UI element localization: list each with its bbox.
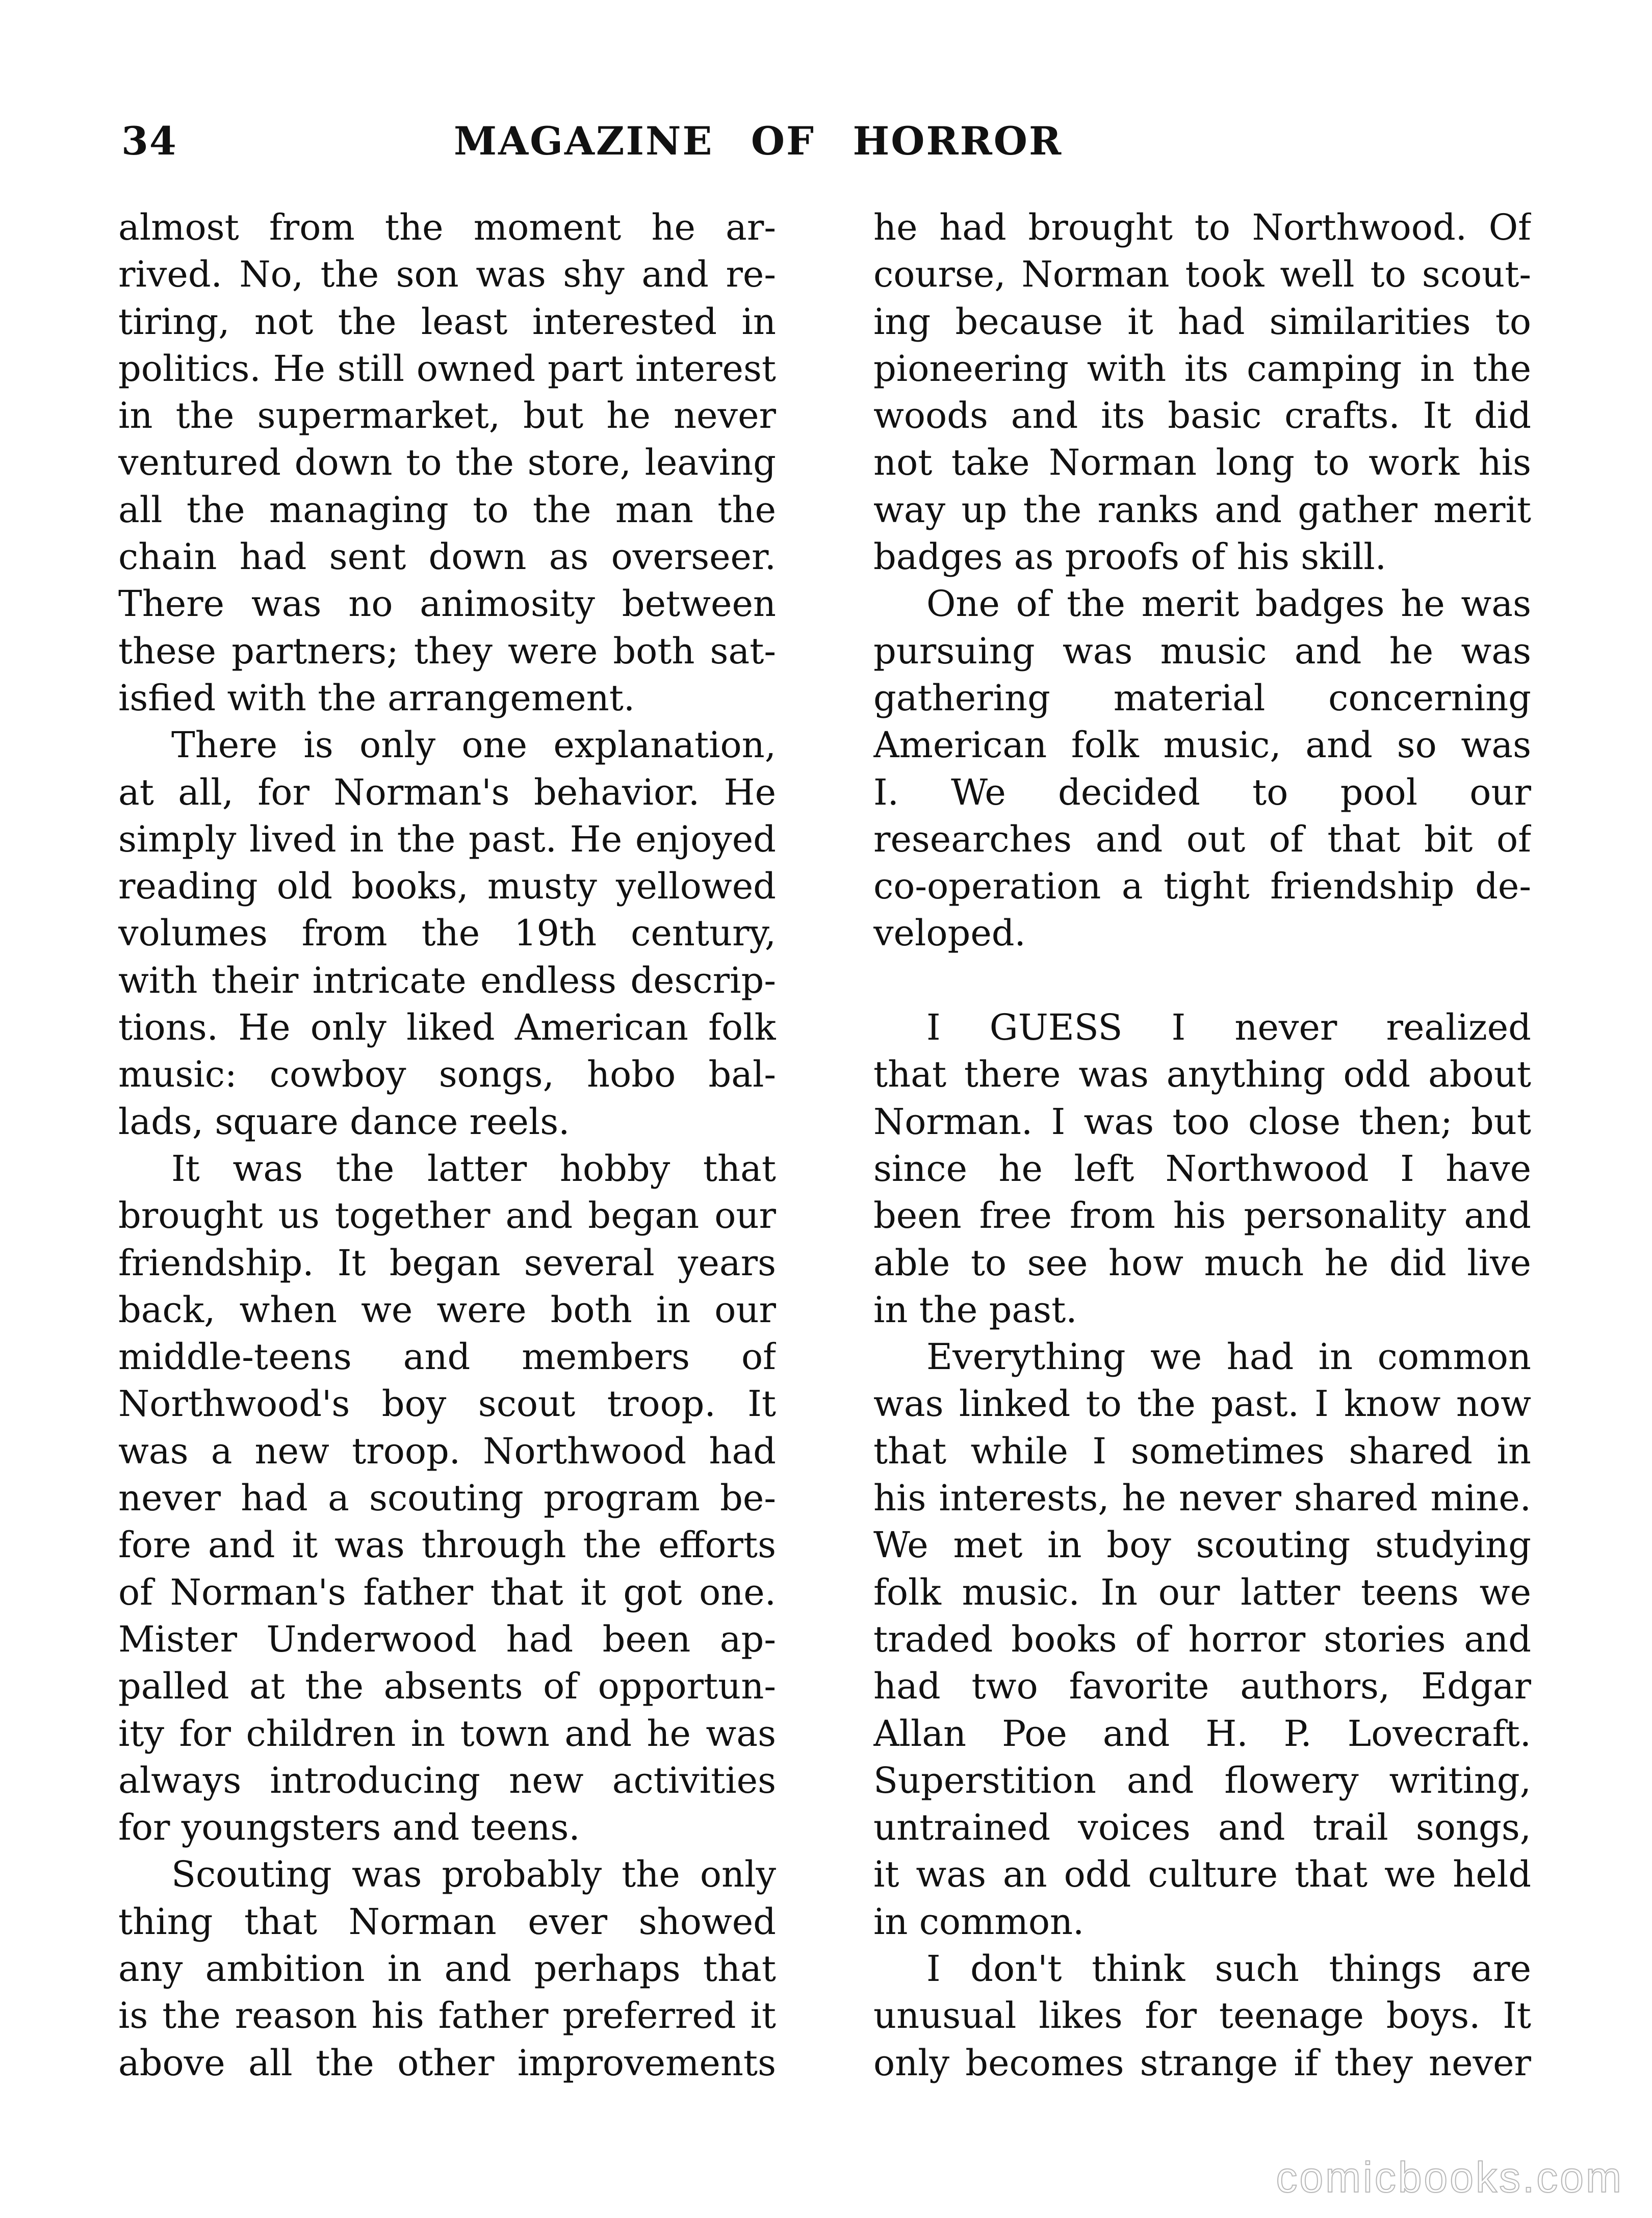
text-line: fore and it was through the efforts bbox=[118, 1524, 776, 1566]
text-line: reading old books, musty yellowed bbox=[118, 865, 776, 908]
page-number: 34 bbox=[121, 118, 177, 164]
text-line: back, when we were both in our bbox=[118, 1288, 776, 1331]
text-line: untrained voices and trail songs, bbox=[873, 1807, 1531, 1849]
text-line: chain had sent down as overseer. bbox=[118, 536, 776, 578]
text-line: all the managing to the man the bbox=[118, 488, 776, 531]
text-line: always introducing new activities bbox=[118, 1759, 776, 1801]
text-line: It was the latter hobby that bbox=[171, 1147, 776, 1190]
text-line: ity for children in town and he was bbox=[118, 1712, 776, 1755]
text-line: veloped. bbox=[873, 912, 1026, 955]
text-line: been free from his personality and bbox=[873, 1195, 1531, 1237]
text-line: I GUESS I never realized bbox=[926, 1007, 1531, 1049]
text-line: these partners; they were both sat- bbox=[118, 630, 776, 672]
text-line: tions. He only liked American folk bbox=[118, 1007, 776, 1049]
text-line: with their intricate endless descrip- bbox=[118, 959, 776, 1001]
text-line: any ambition in and perhaps that bbox=[118, 1947, 776, 1990]
text-line: politics. He still owned part interest bbox=[118, 347, 776, 390]
text-line: There was no animosity between bbox=[118, 583, 776, 625]
text-line: lads, square dance reels. bbox=[118, 1100, 570, 1143]
text-line: There is only one explanation, bbox=[171, 724, 776, 766]
text-line: ing because it had similarities to bbox=[873, 300, 1531, 343]
text-line: ventured down to the store, leaving bbox=[118, 442, 776, 484]
text-line: isfied with the arrangement. bbox=[118, 677, 635, 719]
text-line: never had a scouting program be- bbox=[118, 1477, 776, 1519]
page-header bbox=[0, 118, 1652, 174]
text-line: volumes from the 19th century, bbox=[118, 912, 776, 955]
text-line: co-operation a tight friendship de- bbox=[873, 865, 1531, 908]
text-line: is the reason his father preferred it bbox=[118, 1995, 776, 2037]
text-line: that there was anything odd about bbox=[873, 1053, 1531, 1096]
text-line: in the supermarket, but he never bbox=[118, 395, 776, 437]
text-line: Everything we had in common bbox=[926, 1336, 1531, 1378]
text-line: brought us together and began our bbox=[118, 1195, 776, 1237]
left-column bbox=[118, 204, 776, 2086]
running-title: MAGAZINE OF HORROR bbox=[454, 118, 1063, 164]
text-line: Northwood's boy scout troop. It bbox=[118, 1383, 776, 1425]
text-line: friendship. It began several years bbox=[118, 1242, 776, 1284]
text-line: thing that Norman ever showed bbox=[118, 1900, 776, 1943]
text-line: that while I sometimes shared in bbox=[873, 1430, 1531, 1472]
text-line: unusual likes for teenage boys. It bbox=[873, 1995, 1531, 2037]
text-line: Mister Underwood had been ap- bbox=[118, 1618, 776, 1660]
text-line: was linked to the past. I know now bbox=[873, 1383, 1531, 1425]
text-line: of Norman's father that it got one. bbox=[118, 1571, 776, 1613]
text-line: above all the other improvements bbox=[118, 2042, 776, 2084]
text-line: woods and its basic crafts. It did bbox=[873, 395, 1531, 437]
text-line: at all, for Norman's behavior. He bbox=[118, 771, 776, 813]
text-line: way up the ranks and gather merit bbox=[873, 488, 1531, 531]
text-line: his interests, he never shared mine. bbox=[873, 1477, 1531, 1519]
text-line: middle-teens and members of bbox=[118, 1336, 776, 1378]
text-line: course, Norman took well to scout- bbox=[873, 253, 1531, 296]
text-line: gathering material concerning bbox=[873, 677, 1531, 719]
text-line: was a new troop. Northwood had bbox=[118, 1430, 776, 1472]
text-line: had two favorite authors, Edgar bbox=[873, 1665, 1531, 1708]
text-line: Superstition and flowery writing, bbox=[873, 1759, 1531, 1801]
text-line: he had brought to Northwood. Of bbox=[873, 207, 1531, 248]
text-line: since he left Northwood I have bbox=[873, 1147, 1531, 1190]
text-line: able to see how much he did live bbox=[873, 1242, 1531, 1284]
text-line: it was an odd culture that we held bbox=[873, 1853, 1531, 1896]
text-line: Norman. I was too close then; but bbox=[873, 1100, 1531, 1143]
text-line: folk music. In our latter teens we bbox=[873, 1571, 1531, 1613]
text-line: palled at the absents of opportun- bbox=[118, 1665, 776, 1708]
text-line: not take Norman long to work his bbox=[873, 442, 1531, 484]
section-break bbox=[873, 957, 1531, 1004]
watermark-logo: comicbooks.com bbox=[1276, 2153, 1623, 2201]
text-line: badges as proofs of his skill. bbox=[873, 536, 1387, 578]
text-line: almost from the moment he ar- bbox=[118, 207, 776, 248]
text-line: tiring, not the least interested in bbox=[118, 300, 776, 343]
text-line: American folk music, and so was bbox=[873, 724, 1531, 766]
text-line: pioneering with its camping in the bbox=[873, 347, 1531, 390]
text-line: simply lived in the past. He enjoyed bbox=[118, 818, 776, 860]
text-line: One of the merit badges he was bbox=[926, 583, 1531, 625]
text-line: Scouting was probably the only bbox=[171, 1853, 776, 1896]
text-line: in the past. bbox=[873, 1288, 1077, 1331]
text-line: music: cowboy songs, hobo bal- bbox=[118, 1053, 776, 1096]
text-line: I don't think such things are bbox=[926, 1947, 1531, 1990]
text-line: rived. No, the son was shy and re- bbox=[118, 253, 776, 296]
right-column bbox=[873, 204, 1531, 2086]
text-line: We met in boy scouting studying bbox=[873, 1524, 1531, 1566]
text-line: only becomes strange if they never bbox=[873, 2042, 1531, 2084]
text-line: pursuing was music and he was bbox=[873, 630, 1531, 672]
text-line: in common. bbox=[873, 1900, 1085, 1943]
text-line: Allan Poe and H. P. Lovecraft. bbox=[873, 1712, 1531, 1755]
text-line: traded books of horror stories and bbox=[873, 1618, 1531, 1660]
text-line: I. We decided to pool our bbox=[873, 771, 1531, 813]
text-line: for youngsters and teens. bbox=[118, 1807, 580, 1849]
text-line: researches and out of that bit of bbox=[873, 818, 1531, 860]
